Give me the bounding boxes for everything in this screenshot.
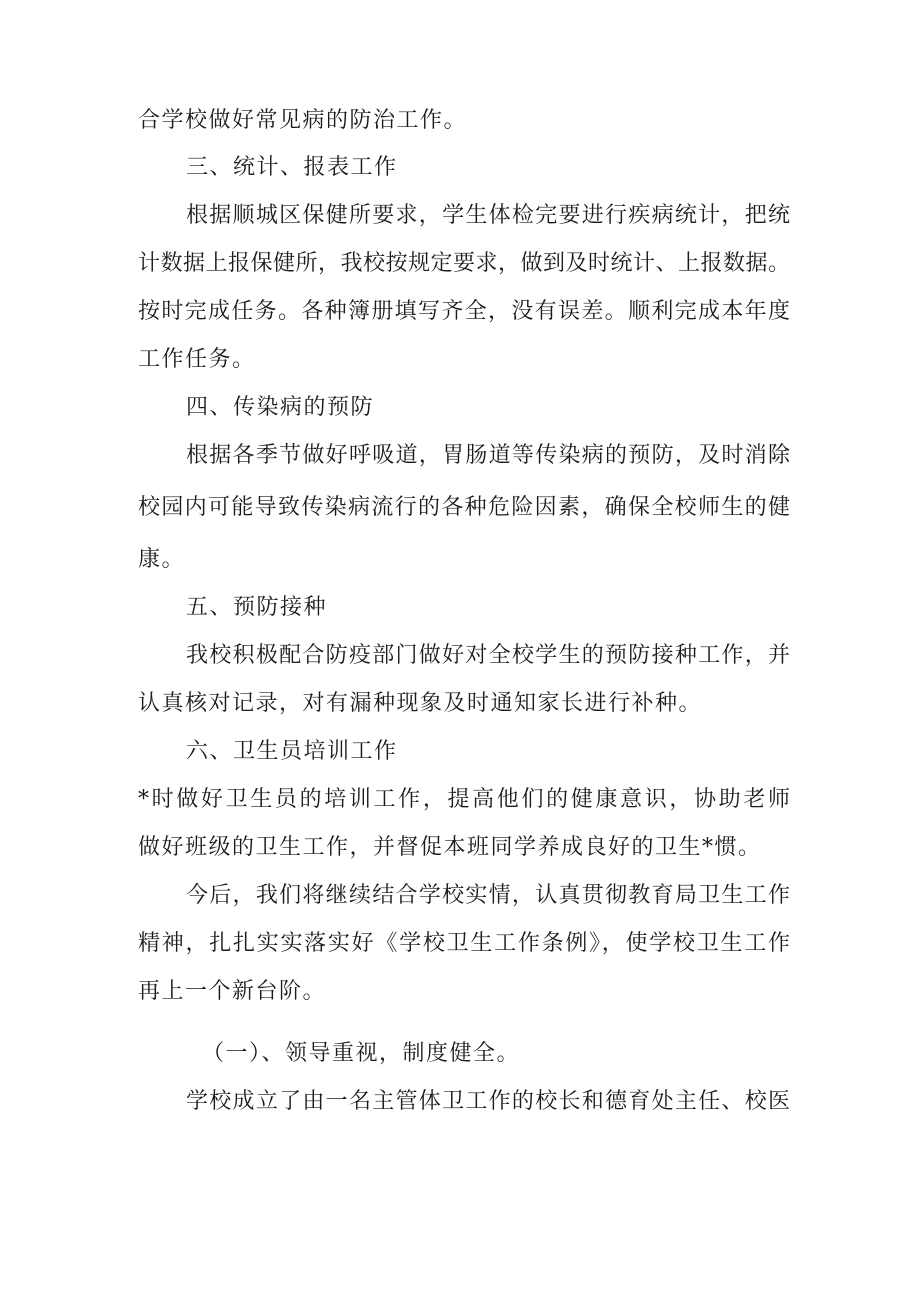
- text-line: 我校积极配合防疫部门做好对全校学生的预防接种工作，并: [186, 643, 790, 668]
- text-line: 做好班级的卫生工作，并督促本班同学养成良好的卫生*惯。: [138, 835, 762, 860]
- text-line: 根据各季节做好呼吸道，胃肠道等传染病的预防，及时消除: [186, 443, 790, 468]
- text-line: 再上一个新台阶。: [138, 979, 327, 1004]
- text-line: 按时完成任务。各种簿册填写齐全，没有误差。顺利完成本年度: [138, 299, 790, 324]
- text-line: 工作任务。: [138, 347, 256, 372]
- text-line: *时做好卫生员的培训工作，提高他们的健康意识，协助老师: [138, 787, 790, 812]
- text-line: 合学校做好常见病的防治工作。: [138, 108, 468, 133]
- text-line: 认真核对记录，对有漏种现象及时通知家长进行补种。: [138, 691, 703, 716]
- section-heading: 五、预防接种: [186, 595, 328, 620]
- section-heading: 六、卫生员培训工作: [186, 739, 398, 764]
- text-line: 计数据上报保健所，我校按规定要求，做到及时统计、上报数据。: [138, 251, 790, 276]
- text-line: 精神，扎扎实实落实好《学校卫生工作条例》，使学校卫生工作: [138, 931, 790, 956]
- text-line: 校园内可能导致传染病流行的各种危险因素，确保全校师生的健: [138, 495, 790, 520]
- section-heading: 四、传染病的预防: [186, 395, 375, 420]
- text-line: 今后，我们将继续结合学校实情，认真贯彻教育局卫生工作: [186, 883, 790, 908]
- text-line: 根据顺城区保健所要求，学生体检完要进行疾病统计，把统: [186, 203, 790, 228]
- section-heading: 三、统计、报表工作: [186, 155, 398, 180]
- subsection-heading: （一）、领导重视，制度健全。: [202, 1041, 521, 1066]
- text-line: 康。: [138, 547, 186, 572]
- text-line: 学校成立了由一名主管体卫工作的校长和德育处主任、校医: [186, 1089, 790, 1114]
